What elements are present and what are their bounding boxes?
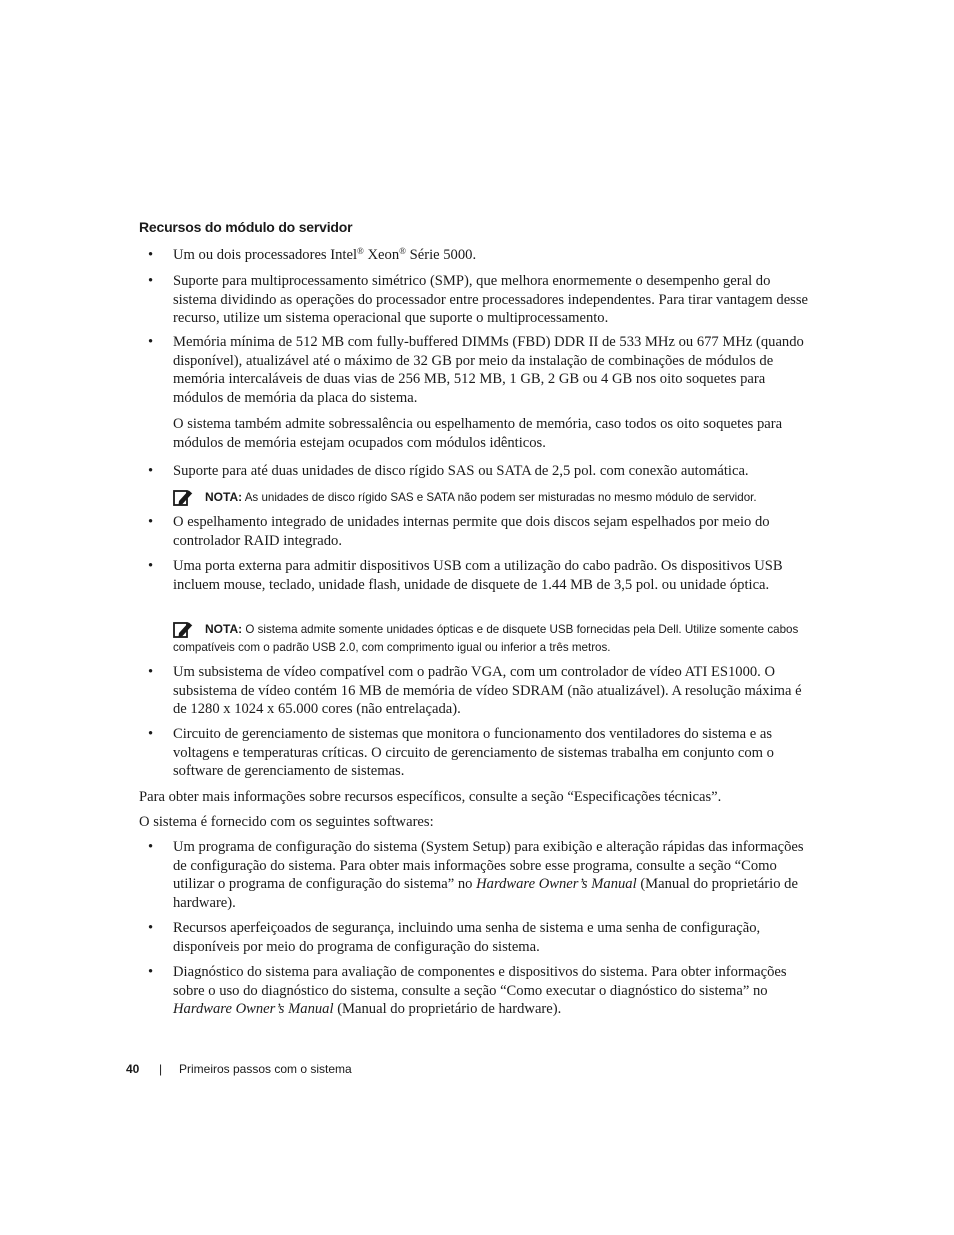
list-item [139,462,819,481]
paragraph: O sistema é fornecido com os seguintes softwares: [139,814,434,830]
list-item [139,838,819,912]
pencil-note-icon [173,487,195,507]
list-item-text: O espelhamento integrado de unidades internas permite que dois discos sejam espelhados por meio do controlador RAID integrado. [173,514,770,549]
bullet-dot: • [148,664,154,680]
note-box [173,489,813,507]
list-item [139,663,819,719]
bullet-dot: • [148,273,154,289]
note-label: NOTA: [205,490,243,504]
paragraph: Para obter mais informações sobre recursos específicos, consulte a seção “Especificações técnicas”. [139,789,722,805]
bullet-dot: • [148,514,154,530]
list-item [139,557,819,594]
bullet-dot: • [148,964,154,980]
list-item-text: Recursos aperfeiçoados de segurança, incluindo uma senha de sistema e uma senha de configuração, disponíveis por meio do programa de configuração do sistema. [173,920,761,955]
pencil-note-icon [173,619,195,639]
list-item-paragraph: O sistema também admite sobressalência ou espelhamento de memória, caso todos os oito soquetes para módulos de memória estejam ocupados com módulos idênticos. [173,416,783,451]
list-item [139,333,819,407]
bullet-dot: • [148,726,154,742]
note-label: NOTA: [205,622,243,636]
footer-separator: | [159,1062,163,1076]
list-item [139,272,819,328]
note-text: NOTA: As unidades de disco rígido SAS e SATA não podem ser misturadas no mesmo módulo de servidor. [205,490,757,504]
page-number: 40 [126,1062,140,1076]
list-item-text: Um subsistema de vídeo compatível com o padrão VGA, com um controlador de vídeo ATI ES1000. O subsistema de vídeo contém 16 MB de memória de vídeo SDRAM (não atualizável). A resolução máxima é de 1280 x 1024 x 65.000 cores (não entrelaçada). [173,664,802,718]
bullet-dot: • [148,920,154,936]
list-item-text: Suporte para até duas unidades de disco rígido SAS ou SATA de 2,5 pol. com conexão automática. [173,463,749,479]
list-item [139,725,819,781]
list-item-text: Diagnóstico do sistema para avaliação de componentes e dispositivos do sistema. Para obter informações sobre o uso do diagnóstico do sistema, consulte a seção “Como executar o diagnóstico do sistema” no Hardware Owner’s Manual (Manual do proprietário de hardware). [173,964,787,1018]
note-box [173,621,813,656]
list-item [139,246,819,265]
list-item-text: Uma porta externa para admitir dispositivos USB com a utilização do cabo padrão. Os dispositivos USB incluem mouse, teclado, unidade flash, unidade de disquete de 1.44 MB de 3,5 pol. ou unidade óptica. [173,558,783,593]
footer-title: Primeiros passos com o sistema [179,1062,352,1076]
bullet-dot: • [148,247,154,263]
list-item [139,919,819,956]
list-item [139,963,819,1019]
bullet-dot: • [148,334,154,350]
list-item-text: Um programa de configuração do sistema (System Setup) para exibição e alteração rápidas das informações de configuração do sistema. Para obter mais informações sobre esse programa, consulte a seção “Como utilizar o programa de configuração do sistema” no Hardware Owner’s Manual (Manual do proprietário de hardware). [173,839,804,911]
bullet-dot: • [148,839,154,855]
list-item-text: Circuito de gerenciamento de sistemas que monitora o funcionamento dos ventiladores do sistema e as voltagens e temperaturas críticas. O circuito de gerenciamento de sistemas trabalha em conjunto com o software de gerenciamento de sistemas. [173,726,774,780]
manual-title: Hardware Owner’s Manual [476,876,637,893]
note-text: NOTA: O sistema admite somente unidades ópticas e de disquete USB fornecidas pela Dell. Utilize somente cabos compatíveis com o padrão USB 2.0, com comprimento igual ou inferior a três metros. [173,622,799,654]
list-item-text: Um ou dois processadores Intel® Xeon® Série 5000. [173,246,477,263]
list-item [139,513,819,550]
manual-title: Hardware Owner’s Manual [173,1001,334,1018]
bullet-dot: • [148,558,154,574]
list-item-text: Memória mínima de 512 MB com fully-buffered DIMMs (FBD) DDR II de 533 MHz ou 677 MHz (quando disponível), atualizável até o máximo de 32 GB por meio da instalação de combinações de módulos de memória intercaláveis de duas vias de 256 MB, 512 MB, 1 GB, 2 GB ou 4 GB nos oito soquetes para módulos de memória da placa do sistema. [173,334,804,406]
bullet-dot: • [148,463,154,479]
list-item-text: Suporte para multiprocessamento simétrico (SMP), que melhora enormemente o desempenho geral do sistema dividindo as operações do processador entre processadores independentes. Para tirar vantagem desse recurso, utilize um sistema operacional que suporte o multiprocessamento. [173,273,809,327]
section-title: Recursos do módulo do servidor [139,219,353,235]
